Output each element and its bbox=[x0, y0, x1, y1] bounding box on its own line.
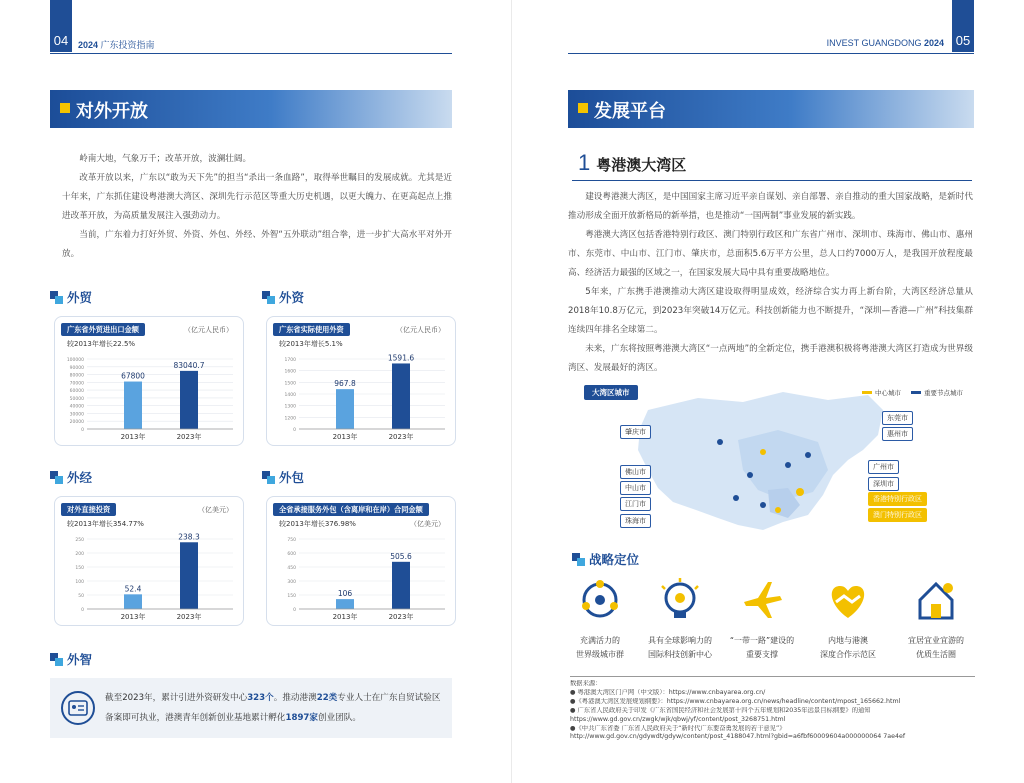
y-tick-label: 100 bbox=[75, 580, 84, 585]
y-tick-label: 0 bbox=[81, 608, 84, 613]
chart-growth: 较2013年增长354.77% bbox=[67, 520, 144, 528]
talent-text-part: 截至2023年，累计引进外资研发中心 bbox=[105, 693, 248, 703]
talent-text bbox=[105, 688, 445, 728]
page-number-badge bbox=[50, 0, 72, 52]
y-tick-label: 0 bbox=[293, 428, 296, 433]
section-square-icon bbox=[50, 653, 63, 666]
chart-title: 对外直接投资 bbox=[61, 503, 116, 516]
bar-value-label: 967.8 bbox=[334, 379, 356, 389]
gba-paragraph: 建设粤港澳大湾区，是中国国家主席习近平亲自谋划、亲自部署、亲自推动的重大国家战略，是新时代推动形成全面开放新格局的新举措，也是推动“一国两制”事业发展的新实践。 bbox=[568, 192, 973, 221]
section-square-icon bbox=[262, 471, 275, 484]
y-tick-label: 0 bbox=[81, 428, 84, 433]
gba-text bbox=[568, 188, 973, 378]
talent-heading bbox=[50, 650, 92, 668]
section-square-icon bbox=[262, 291, 275, 304]
city-label: 东莞市 bbox=[882, 411, 913, 425]
section-square-icon bbox=[572, 553, 585, 566]
header-year: 2024 bbox=[78, 40, 99, 50]
gba-paragraph: 粤港澳大湾区包括香港特别行政区、澳门特别行政区和广东省广州市、深圳市、珠海市、佛山市、惠州市、东莞市、中山市、江门市、肇庆市，总面积5.6万平方公里，总人口约7000万人，是我国开放程度最高、经济活力最强的区域之一，在国家发展大局中具有重要战略地位。 bbox=[568, 230, 973, 278]
section-title: 发展平台 bbox=[594, 101, 666, 122]
outsourcing-heading bbox=[262, 468, 304, 486]
talent-number: 1897家 bbox=[285, 713, 318, 723]
header-year: 2024 bbox=[923, 38, 944, 48]
investment-heading-label: 外资 bbox=[279, 290, 305, 305]
y-tick-label: 150 bbox=[287, 594, 296, 599]
bar-value-label: 238.3 bbox=[178, 532, 200, 542]
chart-unit: （亿元人民币） bbox=[184, 326, 233, 334]
city-label: 惠州市 bbox=[882, 427, 913, 441]
talent-number: 22类 bbox=[316, 693, 338, 703]
talent-number: 323个 bbox=[247, 693, 274, 703]
gba-map bbox=[578, 380, 973, 540]
y-tick-label: 200 bbox=[75, 552, 84, 557]
chart-title: 广东省外贸进出口金额 bbox=[61, 323, 145, 336]
bar-value-label: 67800 bbox=[121, 371, 145, 381]
section-square-icon bbox=[50, 471, 63, 484]
running-header bbox=[78, 38, 155, 51]
talent-heading-label: 外智 bbox=[67, 652, 93, 667]
section-banner bbox=[568, 90, 974, 128]
trade-chart-card bbox=[54, 316, 244, 446]
strategy-item bbox=[808, 576, 888, 662]
x-category-label: 2013年 bbox=[332, 613, 358, 621]
talent-text-part: 专业人士在广东自贸试验区备案即可执业，港澳青年创新创业基地累计孵化 bbox=[105, 693, 441, 723]
chart-unit: （亿元人民币） bbox=[396, 326, 445, 334]
chart-title: 全省承接服务外包（含离岸和在岸）合同金额 bbox=[273, 503, 429, 516]
y-tick-label: 250 bbox=[75, 538, 84, 543]
y-tick-label: 70000 bbox=[69, 381, 84, 387]
bar bbox=[336, 389, 354, 429]
source-line: ●《中共广东省委 广东省人民政府关于“新时代广东要奋勇发展的若干意见”》 bbox=[570, 724, 786, 732]
intro-paragraph: 改革开放以来，广东以“敢为天下先”的担当“杀出一条血路”，取得举世瞩目的发展成就。尤其是近十年来，广东抓住建设粤港澳大湾区、深圳先行示范区等重大历史机遇，以更大魄力、在更高起点上推进改革开放，为高质量发展注入强劲动力。 bbox=[62, 173, 452, 221]
y-tick-label: 450 bbox=[287, 566, 296, 571]
investment-chart-card bbox=[266, 316, 456, 446]
source-line: http://www.gd.gov.cn/gdywdt/gdyw/content/post_4188047.html?gbid=a6fbf60009604a000000064 7ae4ef bbox=[570, 733, 906, 741]
source-line: ●《粤港澳大湾区发展规划纲要》：https://www.cnbayarea.org.cn/news/headline/content/mpost_165662.html bbox=[570, 697, 901, 705]
header-title: INVEST GUANGDONG bbox=[826, 38, 922, 48]
talent-card-icon bbox=[60, 690, 96, 726]
strategy-label: 深度合作示范区 bbox=[820, 650, 876, 659]
strategy-label: “一带一路”建设的 bbox=[729, 636, 795, 645]
section-square-icon bbox=[50, 291, 63, 304]
bar bbox=[124, 594, 142, 609]
y-tick-label: 50000 bbox=[69, 396, 84, 402]
y-tick-label: 50 bbox=[78, 594, 84, 599]
section-title: 对外开放 bbox=[76, 101, 148, 122]
city-label: 肇庆市 bbox=[620, 425, 651, 439]
x-category-label: 2023年 bbox=[388, 433, 414, 441]
talent-text-part: 创业团队。 bbox=[318, 713, 361, 723]
header-rule bbox=[50, 53, 452, 54]
chart-growth: 较2013年增长22.5% bbox=[67, 340, 136, 348]
intro-text bbox=[62, 150, 452, 264]
source-line: ● 粤港澳大湾区门户网（中文版）：https://www.cnbayarea.org.cn/ bbox=[570, 688, 766, 696]
intro-paragraph: 岭南大地，气象万千；改革开放，波澜壮阔。 bbox=[79, 154, 252, 164]
city-label: 中山市 bbox=[620, 481, 651, 495]
bar-value-label: 1591.6 bbox=[387, 353, 415, 363]
strategy-label: 充满活力的 bbox=[580, 636, 620, 645]
strategy-item bbox=[722, 576, 802, 662]
outsourcing-chart bbox=[267, 497, 457, 627]
chart-unit: （亿美元） bbox=[410, 520, 445, 528]
bar-value-label: 106 bbox=[337, 589, 353, 599]
bar-value-label: 83040.7 bbox=[173, 360, 205, 370]
strategy-label: 国际科技创新中心 bbox=[648, 650, 712, 659]
strategy-label: 重要支撑 bbox=[746, 650, 778, 659]
y-tick-label: 30000 bbox=[69, 412, 84, 418]
y-tick-label: 1700 bbox=[284, 358, 296, 363]
y-tick-label: 20000 bbox=[69, 420, 84, 426]
legend-node: 重要节点城市 bbox=[911, 388, 963, 397]
y-tick-label: 1500 bbox=[284, 381, 296, 387]
outsourcing-chart-card bbox=[266, 496, 456, 626]
city-label: 澳门特别行政区 bbox=[868, 508, 927, 522]
strategy-heading bbox=[572, 550, 639, 568]
bar bbox=[180, 371, 198, 429]
y-tick-label: 80000 bbox=[69, 373, 84, 379]
y-tick-label: 40000 bbox=[69, 404, 84, 410]
city-cluster-icon bbox=[576, 576, 624, 624]
gba-paragraph: 5年来，广东携手港澳推动大湾区建设取得明显成效，经济综合实力再上新台阶，大湾区经济总量从2018年10.8万亿元，到2023年突破14万亿元。科技创新能力也不断提升，“深圳—香港—广州”科技集群连续四年排名全球第二。 bbox=[568, 287, 973, 335]
trade-heading-label: 外贸 bbox=[67, 290, 93, 305]
x-category-label: 2013年 bbox=[120, 613, 146, 621]
header-title: 广东投资指南 bbox=[100, 40, 155, 50]
house-quality-icon bbox=[912, 576, 960, 624]
airplane-icon bbox=[738, 576, 786, 624]
y-tick-label: 1400 bbox=[284, 393, 296, 398]
city-label: 佛山市 bbox=[620, 465, 651, 479]
investment-chart bbox=[267, 317, 457, 447]
x-category-label: 2023年 bbox=[388, 613, 414, 621]
x-category-label: 2013年 bbox=[332, 433, 358, 441]
city-label: 香港特别行政区 bbox=[868, 492, 927, 506]
trade-heading bbox=[50, 288, 92, 306]
banner-square-icon bbox=[578, 103, 588, 113]
banner-square-icon bbox=[60, 103, 70, 113]
y-tick-label: 0 bbox=[293, 608, 296, 613]
chart-growth: 较2013年增长376.98% bbox=[279, 520, 356, 528]
chapter-rule bbox=[572, 180, 972, 181]
source-line: ● 广东省人民政府关于印发《广东省国民经济和社会发展第十四个五年规划和2035年远景目标纲要》的通知 bbox=[570, 706, 871, 714]
investment-heading bbox=[262, 288, 304, 306]
y-tick-label: 300 bbox=[287, 580, 296, 585]
bar bbox=[124, 382, 142, 429]
economy-chart bbox=[55, 497, 245, 627]
chart-unit: （亿美元） bbox=[198, 506, 233, 514]
strategy-label: 内地与港澳 bbox=[828, 636, 868, 645]
strategy-item bbox=[560, 576, 640, 662]
strategy-item bbox=[640, 576, 720, 662]
y-tick-label: 1300 bbox=[284, 404, 296, 410]
data-sources bbox=[570, 676, 975, 742]
city-label: 江门市 bbox=[620, 497, 651, 511]
handshake-heart-icon bbox=[824, 576, 872, 624]
map-tag: 大湾区城市 bbox=[584, 385, 638, 400]
section-banner bbox=[50, 90, 452, 128]
outsourcing-heading-label: 外包 bbox=[279, 470, 305, 485]
running-header bbox=[827, 38, 944, 48]
y-tick-label: 750 bbox=[287, 538, 296, 543]
x-category-label: 2013年 bbox=[120, 433, 146, 441]
y-tick-label: 1200 bbox=[284, 416, 296, 422]
innovation-bulb-icon bbox=[656, 576, 704, 624]
chart-title: 广东省实际使用外资 bbox=[273, 323, 350, 336]
bar-value-label: 505.6 bbox=[390, 551, 412, 561]
bar bbox=[392, 363, 410, 429]
sources-label: 数据来源： bbox=[570, 680, 602, 687]
strategy-heading-label: 战略定位 bbox=[589, 552, 640, 567]
map-legend bbox=[862, 388, 963, 397]
bar bbox=[180, 542, 198, 609]
talent-text-part: 。推动港澳 bbox=[273, 693, 317, 703]
chapter-number: 1 bbox=[578, 150, 591, 175]
intro-paragraph: 当前，广东着力打好外贸、外资、外包、外经、外智“五外联动”组合拳，进一步扩大高水平对外开放。 bbox=[62, 230, 452, 259]
chapter-title bbox=[578, 150, 686, 176]
bar bbox=[392, 562, 410, 609]
bar-value-label: 52.4 bbox=[124, 584, 142, 594]
y-tick-label: 600 bbox=[287, 552, 296, 557]
strategy-label: 宜居宜业宜游的 bbox=[908, 636, 964, 645]
x-category-label: 2023年 bbox=[176, 433, 202, 441]
city-label: 珠海市 bbox=[620, 514, 651, 528]
trade-chart bbox=[55, 317, 245, 447]
talent-box bbox=[50, 678, 452, 738]
page-number: 04 bbox=[53, 33, 69, 48]
source-line: https://www.gd.gov.cn/zwgk/wjk/qbwj/yf/content/post_3268751.html bbox=[570, 715, 786, 723]
legend-center: 中心城市 bbox=[862, 388, 901, 397]
strategy-label: 世界级城市群 bbox=[576, 650, 624, 659]
x-category-label: 2023年 bbox=[176, 613, 202, 621]
page-number-badge bbox=[952, 0, 974, 52]
gba-paragraph: 未来，广东将按照粤港澳大湾区“一点两地”的全新定位，携手港澳积极将粤港澳大湾区打造成为世界级湾区、发展最好的湾区。 bbox=[568, 344, 973, 373]
city-label: 深圳市 bbox=[868, 477, 899, 491]
y-tick-label: 1600 bbox=[284, 369, 296, 375]
economy-heading-label: 外经 bbox=[67, 470, 93, 485]
economy-chart-card bbox=[54, 496, 244, 626]
chart-growth: 较2013年增长5.1% bbox=[279, 340, 343, 348]
economy-heading bbox=[50, 468, 92, 486]
page-number: 05 bbox=[955, 33, 971, 48]
header-rule bbox=[568, 53, 974, 54]
city-label: 广州市 bbox=[868, 460, 899, 474]
strategy-item bbox=[896, 576, 976, 662]
bar bbox=[336, 599, 354, 609]
y-tick-label: 100000 bbox=[66, 358, 84, 363]
chapter-title-text: 粤港澳大湾区 bbox=[596, 156, 687, 174]
strategy-label: 具有全球影响力的 bbox=[648, 636, 712, 645]
y-tick-label: 60000 bbox=[69, 389, 84, 395]
y-tick-label: 150 bbox=[75, 566, 84, 571]
y-tick-label: 90000 bbox=[69, 365, 84, 371]
strategy-label: 优质生活圈 bbox=[916, 650, 956, 659]
